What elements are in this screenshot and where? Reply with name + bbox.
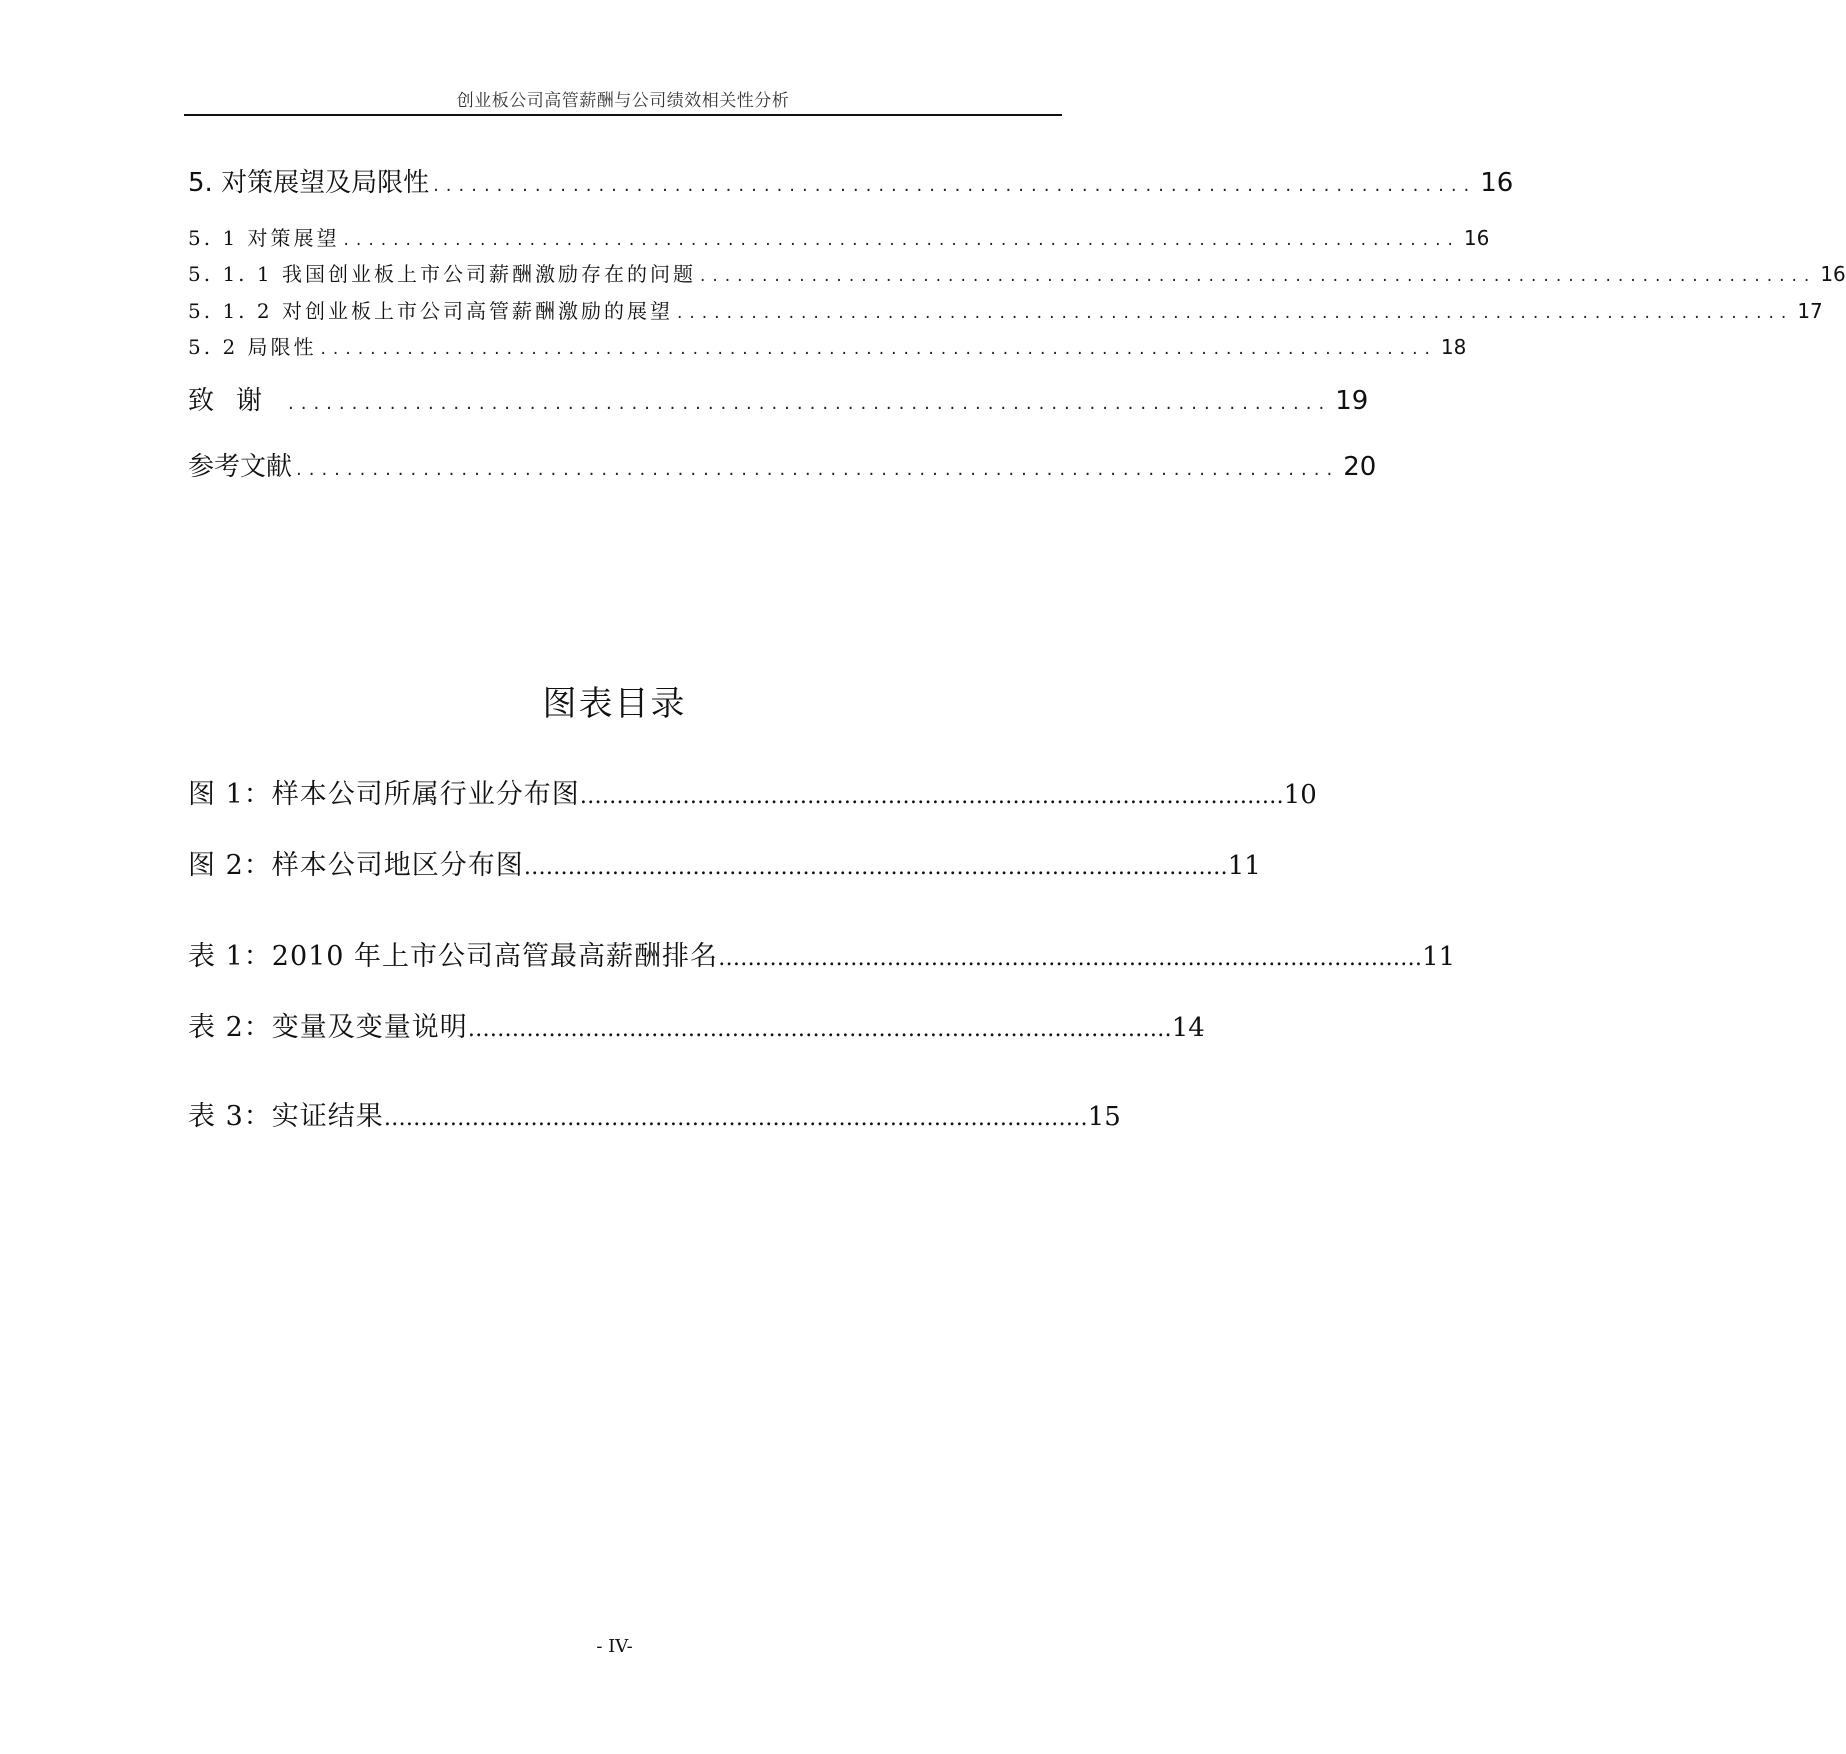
leader-dots: .......................................................................................... [699, 266, 1817, 286]
leader-dots: .................................................................................. [433, 175, 1477, 196]
figure-list-label: 图 1：样本公司所属行业分布图 [188, 779, 580, 810]
figure-list-label: 图 2：样本公司地区分布图 [188, 850, 524, 881]
toc-entry[interactable] [188, 380, 1369, 417]
toc-entry[interactable] [188, 258, 1846, 287]
leader-dots: …………………………………………………………………………………… [523, 855, 1228, 880]
header-rule [184, 114, 1062, 116]
figure-list-entry[interactable] [188, 843, 1261, 882]
leader-dots: .......................................................................................... [676, 303, 1794, 323]
toc-entry-page: 18 [1440, 335, 1467, 359]
figure-list-label: 表 3：实证结果 [188, 1101, 384, 1132]
figure-list-page: 10 [1283, 780, 1317, 810]
toc-entry-page: 16 [1463, 226, 1490, 250]
figure-list-title: 图表目录 [542, 684, 687, 724]
toc-entry[interactable] [188, 162, 1514, 199]
figure-list-entry[interactable] [188, 1005, 1205, 1044]
toc-entry[interactable] [188, 295, 1823, 324]
figure-list-entry[interactable] [188, 1094, 1121, 1133]
toc-entry-page: 16 [1480, 168, 1514, 198]
leader-dots: …………………………………………………………………………………… [383, 1106, 1088, 1131]
toc-entry-label: 5. 对策展望及局限性 [188, 168, 430, 198]
toc-entry-label: 5. 2 局限性 [188, 335, 317, 359]
toc-entry-label: 5. 1. 2 对创业板上市公司高管薪酬激励的展望 [188, 299, 673, 323]
toc-entry[interactable] [188, 222, 1490, 251]
figure-list-entry[interactable] [188, 772, 1317, 811]
toc-entry-label: 5. 1. 1 我国创业板上市公司薪酬激励存在的问题 [188, 262, 696, 286]
leader-dots: .................................................................................. [288, 393, 1332, 414]
figure-list-page: 11 [1422, 942, 1456, 972]
toc-entry-page: 20 [1343, 452, 1377, 482]
leader-dots: .......................................................................................... [343, 230, 1460, 250]
figure-list-page: 11 [1227, 851, 1261, 881]
figure-list-page: 14 [1171, 1013, 1205, 1043]
figure-list-label: 表 1：2010 年上市公司高管最高薪酬排名 [188, 941, 719, 972]
figure-list-page: 15 [1087, 1102, 1121, 1132]
toc-entry-page: 16 [1820, 262, 1846, 286]
leader-dots: …………………………………………………………………………………… [579, 784, 1284, 809]
figure-list-entry[interactable] [188, 934, 1456, 973]
leader-dots: …………………………………………………………………………………… [718, 946, 1423, 971]
toc-entry[interactable] [188, 446, 1377, 483]
figure-list-label: 表 2：变量及变量说明 [188, 1012, 468, 1043]
toc-entry-page: 17 [1797, 299, 1823, 323]
toc-entry-label: 5. 1 对策展望 [188, 226, 340, 250]
toc-entry-label: 参考文献 [188, 452, 293, 482]
toc-entry-page: 19 [1335, 386, 1369, 416]
page-number: - IV- [596, 1636, 633, 1657]
running-header: 创业板公司高管薪酬与公司绩效相关性分析 [456, 91, 790, 111]
leader-dots: .......................................................................................... [320, 339, 1437, 359]
toc-entry[interactable] [188, 331, 1467, 360]
leader-dots: .................................................................................. [296, 459, 1340, 480]
toc-entry-label: 致谢 [188, 386, 285, 416]
leader-dots: …………………………………………………………………………………… [467, 1017, 1172, 1042]
